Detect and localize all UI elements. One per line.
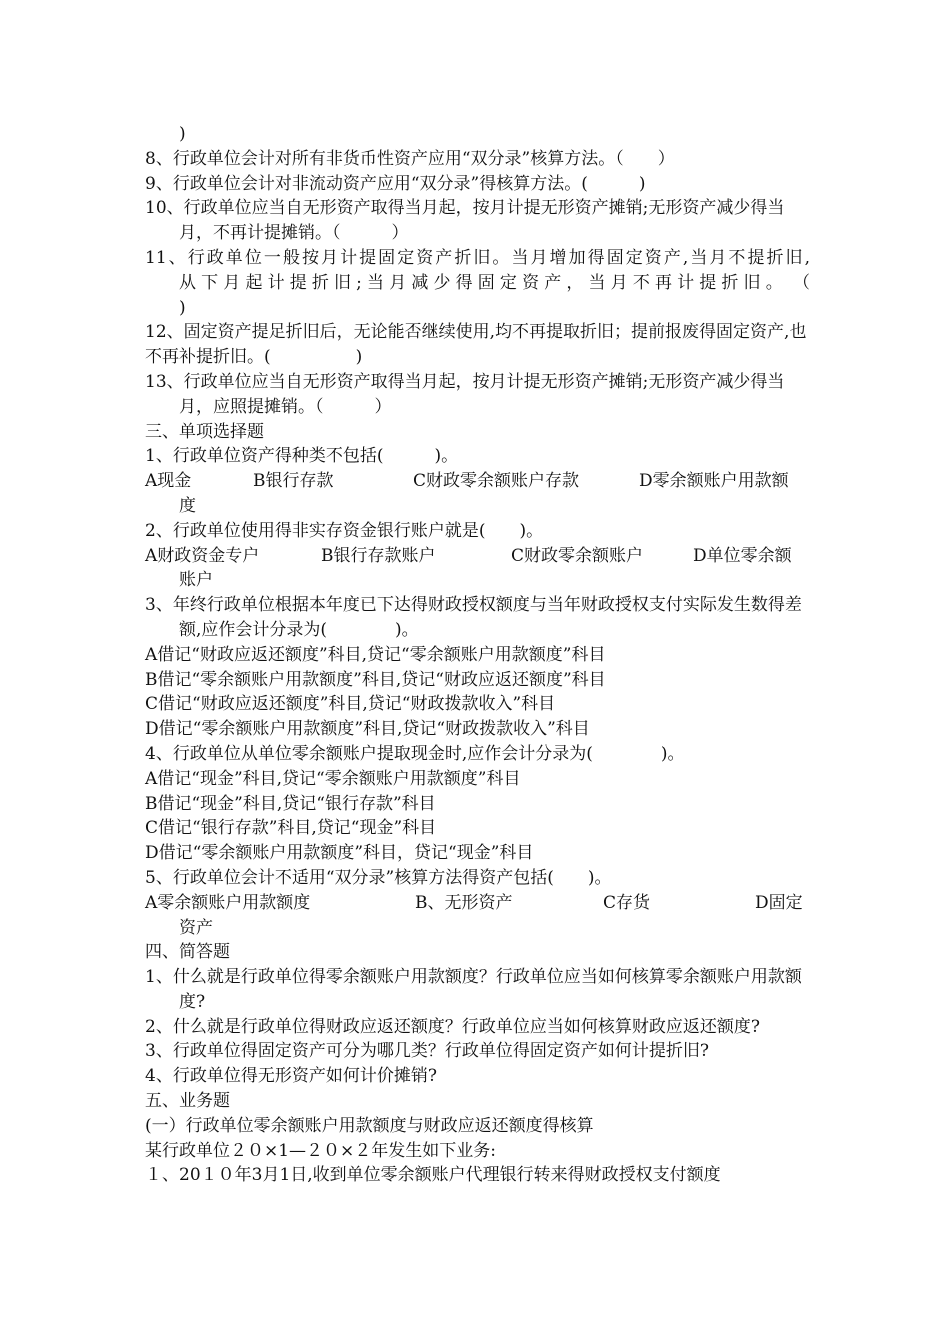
choice-question-1: 1、行政单位资产得种类不包括( )。 bbox=[145, 446, 459, 467]
document-page bbox=[145, 122, 810, 1188]
choice-options-5 bbox=[145, 891, 810, 916]
business-item-1: １、20１０年3月1日,收到单位零余额账户代理银行转来得财政授权支付额度 bbox=[145, 1165, 721, 1186]
section-heading-5: 五、业务题 bbox=[145, 1091, 230, 1112]
judge-item-11-line1: 11、行政单位一般按月计提固定资产折旧。当月增加得固定资产,当月不提折旧, bbox=[145, 247, 810, 268]
business-intro: 某行政单位２０×1—２０×２年发生如下业务: bbox=[145, 1140, 497, 1161]
option-d: D零余额账户用款额 bbox=[639, 471, 789, 492]
judge-item-11-line2: 从下月起计提折旧;当月减少得固定资产，当月不再计提折旧。 （ bbox=[179, 272, 810, 293]
option-a: A借记“财政应返还额度”科目,贷记“零余额账户用款额度”科目 bbox=[145, 644, 606, 665]
option-b: B借记“现金”科目,贷记“银行存款”科目 bbox=[145, 793, 436, 814]
short-question-3: 3、行政单位得固定资产可分为哪几类？行政单位得固定资产如何计提折旧? bbox=[145, 1041, 709, 1062]
short-question-4: 4、行政单位得无形资产如何计价摊销? bbox=[145, 1066, 437, 1087]
choice-question-4: 4、行政单位从单位零余额账户提取现金时,应作会计分录为( )。 bbox=[145, 743, 685, 764]
choice-options-2 bbox=[145, 544, 810, 569]
judge-item-13: 13、行政单位应当自无形资产取得当月起，按月计提无形资产摊销;无形资产减少得当月，应照提摊销。（ ） bbox=[145, 371, 785, 417]
short-question-1: 1、什么就是行政单位得零余额账户用款额度？行政单位应当如何核算零余额账户用款额度? bbox=[145, 967, 802, 1012]
option-b: B、无形资产 bbox=[415, 892, 513, 913]
option-d: D固定 bbox=[755, 892, 803, 913]
choice-question-2: 2、行政单位使用得非实存资金银行账户就是( )。 bbox=[145, 520, 544, 541]
option-b: B银行存款 bbox=[253, 471, 334, 492]
option-d-cont: 资产 bbox=[179, 917, 213, 938]
text-line: ) bbox=[179, 124, 186, 144]
judge-item-8: 8、行政单位会计对所有非货币性资产应用“双分录”核算方法。（ ） bbox=[145, 148, 675, 169]
option-d-cont: 度 bbox=[179, 495, 196, 516]
option-a: A财政资金专户 bbox=[145, 545, 260, 566]
choice-options-1 bbox=[145, 469, 810, 494]
short-question-2: 2、什么就是行政单位得财政应返还额度？行政单位应当如何核算财政应返还额度? bbox=[145, 1016, 760, 1037]
option-c: C财政零余额账户 bbox=[511, 545, 644, 566]
option-c: C存货 bbox=[603, 892, 651, 913]
option-d: D借记“零余额账户用款额度”科目，贷记“现金”科目 bbox=[145, 843, 534, 864]
option-d-cont: 账户 bbox=[179, 570, 213, 591]
option-b: B借记“零余额账户用款额度”科目,贷记“财政应返还额度”科目 bbox=[145, 669, 606, 690]
option-a: A现金 bbox=[145, 471, 192, 492]
judge-item-10: 10、行政单位应当自无形资产取得当月起，按月计提无形资产摊销;无形资产减少得当月，不再计提摊销。（ ） bbox=[145, 198, 785, 244]
option-c: C财政零余额账户存款 bbox=[413, 471, 580, 492]
option-c: C借记“银行存款”科目,贷记“现金”科目 bbox=[145, 818, 437, 839]
business-subheading-1: (一）行政单位零余额账户用款额度与财政应返还额度得核算 bbox=[145, 1115, 594, 1136]
option-a: A零余额账户用款额度 bbox=[145, 892, 311, 913]
option-b: B银行存款账户 bbox=[321, 545, 436, 566]
section-heading-4: 四、简答题 bbox=[145, 942, 230, 963]
option-a: A借记“现金”科目,贷记“零余额账户用款额度”科目 bbox=[145, 768, 521, 789]
choice-question-3: 3、年终行政单位根据本年度已下达得财政授权额度与当年财政授权支付实际发生数得差额,应作会计分录为( )。 bbox=[145, 595, 802, 640]
choice-question-5: 5、行政单位会计不适用“双分录”核算方法得资产包括( )。 bbox=[145, 867, 612, 888]
section-heading-3: 三、单项选择题 bbox=[145, 421, 264, 442]
option-d: D单位零余额 bbox=[693, 545, 792, 566]
judge-item-12: 12、固定资产提足折旧后，无论能否继续使用,均不再提取折旧；提前报废得固定资产,也不再补提折旧。( ) bbox=[145, 322, 807, 368]
option-d: D借记“零余额账户用款额度”科目,贷记“财政拨款收入”科目 bbox=[145, 719, 590, 740]
judge-item-9: 9、行政单位会计对非流动资产应用“双分录”得核算方法。( ) bbox=[145, 173, 646, 194]
option-c: C借记“财政应返还额度”科目,贷记“财政拨款收入”科目 bbox=[145, 694, 556, 715]
judge-item-11-line3: ) bbox=[179, 297, 186, 318]
